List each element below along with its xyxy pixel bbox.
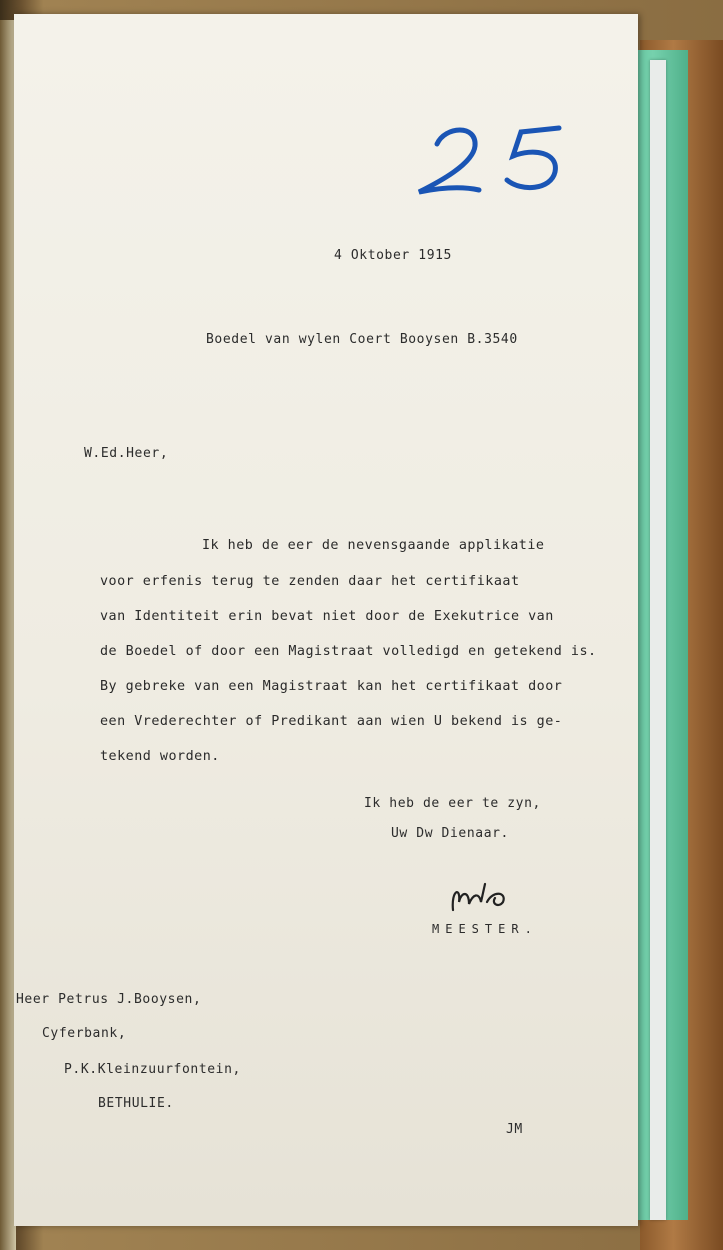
folio-number-handwritten: [409, 112, 589, 202]
body-line: By gebreke van een Magistraat kan het certifikaat door: [100, 679, 563, 694]
letter-page: [14, 14, 638, 1226]
estate-reference: Boedel van wylen Coert Booysen B.3540: [206, 332, 518, 347]
page-edge-strip: [650, 60, 666, 1220]
body-line: voor erfenis terug te zenden daar het certifikaat: [100, 574, 520, 589]
signature-handwritten: [447, 880, 537, 920]
body-line: tekend worden.: [100, 749, 220, 764]
letter-date: 4 Oktober 1915: [334, 248, 452, 263]
body-line: Ik heb de eer de nevensgaande applikatie: [202, 538, 545, 553]
body-line: een Vrederechter of Predikant aan wien U bekend is ge-: [100, 714, 563, 729]
salutation: W.Ed.Heer,: [84, 446, 169, 461]
closing-line-2: Uw Dw Dienaar.: [391, 826, 509, 841]
addressee-farm: Cyferbank,: [42, 1026, 127, 1041]
closing-line-1: Ik heb de eer te zyn,: [364, 796, 541, 811]
addressee-town: BETHULIE.: [98, 1096, 174, 1111]
typist-initials: JM: [506, 1122, 523, 1137]
addressee-name: Heer Petrus J.Booysen,: [16, 992, 202, 1007]
body-line: van Identiteit erin bevat niet door de Exekutrice van: [100, 609, 554, 624]
signatory-title: MEESTER.: [432, 922, 538, 936]
body-line: de Boedel of door een Magistraat volledigd en getekend is.: [100, 644, 597, 659]
addressee-postal: P.K.Kleinzuurfontein,: [64, 1062, 241, 1077]
